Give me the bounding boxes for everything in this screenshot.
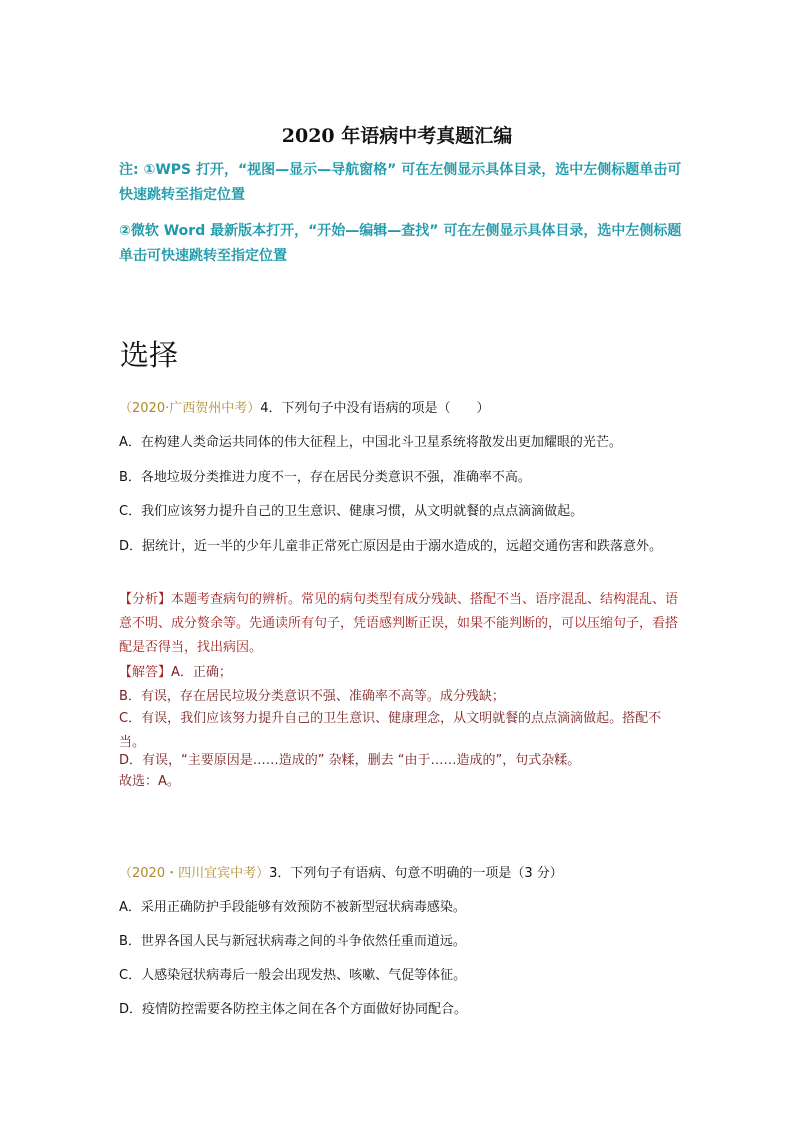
question-1-answer-final: 故选：A。: [119, 774, 180, 789]
note-word: ②微软 Word 最新版本打开，“开始—编辑—查找” 可在左侧显示具体目录，选中左侧标题单击可快速跳转至指定位置: [119, 223, 682, 264]
question-1-answer-d: D．有误，“主要原因是……造成的” 杂糅，删去 “由于……造成的”，句式杂糅。: [119, 753, 581, 768]
question-1-option-a: A．在构建人类命运共同体的伟大征程上，中国北斗卫星系统将散发出更加耀眼的光芒。: [119, 435, 622, 450]
note-wps: 注: ①WPS 打开，“视图—显示—导航窗格” 可在左侧显示具体目录，选中左侧标题单击可快速跳转至指定位置: [119, 162, 682, 203]
question-1-option-d: D．据统计，近一半的少年儿童非正常死亡原因是由于溺水造成的，远超交通伤害和跌落意外。: [119, 539, 663, 554]
question-1-analysis: 【分析】本题考查病句的辨析。常见的病句类型有成分残缺、搭配不当、语序混乱、结构混乱、语意不明、成分赘余等。先通读所有句子，凭语感判断正误，如果不能判断的，可以压缩句子，看搭配是否得当，找出病因。: [119, 592, 679, 655]
question-1-text: 4．下列句子中没有语病的项是（ ）: [260, 401, 490, 416]
question-2-option-b: B．世界各国人民与新冠状病毒之间的斗争依然任重而道远。: [119, 934, 466, 949]
question-1-option-b: B．各地垃圾分类推进力度不一，存在居民分类意识不强，准确率不高。: [119, 470, 531, 485]
question-2-source: （2020・四川宜宾中考）: [119, 866, 270, 881]
question-2-option-c: C．人感染冠状病毒后一般会出现发热、咳嗽、气促等体征。: [119, 968, 467, 983]
section-heading: 选择: [120, 338, 179, 372]
question-1-source: （2020·广西贺州中考）: [119, 401, 261, 416]
question-1-stem: [119, 397, 684, 421]
question-2-option-a: A．采用正确防护手段能够有效预防不被新型冠状病毒感染。: [119, 900, 466, 915]
answer-a-text: A．正确；: [171, 665, 232, 680]
question-1-answer-b: B．有误，存在居民垃圾分类意识不强、准确率不高等。成分残缺；: [119, 689, 505, 704]
question-1-answer-c: C．有误，我们应该努力提升自己的卫生意识、健康理念，从文明就餐的点点滴滴做起。搭配不当。: [119, 711, 662, 750]
question-2-stem: [119, 862, 684, 886]
answer-label: 【解答】: [119, 665, 172, 680]
question-1-option-c: C．我们应该努力提升自己的卫生意识、健康习惯，从文明就餐的点点滴滴做起。: [119, 504, 584, 519]
question-2-text: 3．下列句子有语病、句意不明确的一项是（3 分）: [269, 866, 563, 881]
document-title: 2020 年语病中考真题汇编: [281, 125, 513, 147]
question-1-answer-a: [119, 661, 684, 685]
question-2-option-d: D．疫情防控需要各防控主体之间在各个方面做好协同配合。: [119, 1002, 468, 1017]
